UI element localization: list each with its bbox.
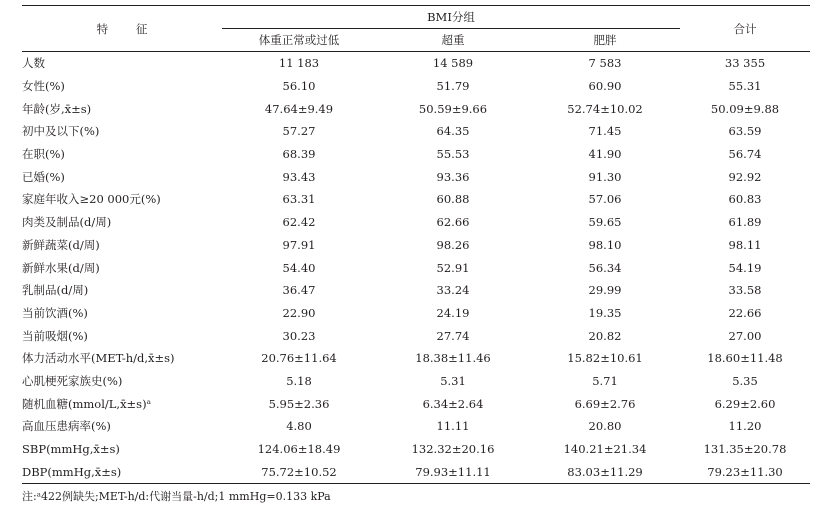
table-row bbox=[22, 392, 810, 415]
table-row bbox=[22, 97, 810, 120]
cell-normal: 47.64±9.49 bbox=[264, 101, 334, 116]
table-row bbox=[22, 211, 810, 234]
cell-overweight: 14 589 bbox=[432, 56, 474, 71]
table-row bbox=[22, 234, 810, 257]
cell-total: 27.00 bbox=[728, 328, 762, 343]
cell-total: 98.11 bbox=[728, 237, 762, 252]
row-label: 家庭年收入≥20 000元(%) bbox=[22, 192, 161, 207]
cell-overweight: 93.36 bbox=[436, 169, 470, 184]
cell-obese: 91.30 bbox=[588, 169, 622, 184]
header-total: 合计 bbox=[680, 6, 810, 52]
cell-normal: 63.31 bbox=[282, 192, 316, 207]
cell-normal: 97.91 bbox=[282, 237, 316, 252]
cell-normal: 124.06±18.49 bbox=[257, 442, 341, 457]
cell-total: 6.29±2.60 bbox=[714, 396, 776, 411]
row-label: 肉类及制品(d/周) bbox=[22, 215, 112, 230]
cell-overweight: 98.26 bbox=[436, 237, 470, 252]
cell-normal: 62.42 bbox=[282, 215, 316, 230]
header-group-obese: 肥胖 bbox=[530, 29, 680, 52]
row-label: 人数 bbox=[22, 56, 45, 71]
header-bmi-group: BMI分组 bbox=[222, 6, 680, 29]
table-row bbox=[22, 279, 810, 302]
table-row bbox=[22, 143, 810, 166]
row-label: 当前饮酒(%) bbox=[22, 305, 88, 320]
cell-overweight: 33.24 bbox=[436, 283, 470, 298]
cell-overweight: 79.93±11.11 bbox=[415, 464, 491, 479]
row-label: 新鲜蔬菜(d/周) bbox=[22, 237, 100, 252]
cell-normal: 57.27 bbox=[282, 124, 316, 139]
table-row bbox=[22, 165, 810, 188]
table-row bbox=[22, 370, 810, 393]
table-row bbox=[22, 347, 810, 370]
cell-obese: 29.99 bbox=[588, 283, 622, 298]
table-body bbox=[22, 52, 810, 484]
cell-overweight: 55.53 bbox=[436, 147, 470, 162]
cell-obese: 60.90 bbox=[588, 79, 622, 94]
cell-overweight: 6.34±2.64 bbox=[422, 396, 484, 411]
table-row bbox=[22, 256, 810, 279]
row-label: 在职(%) bbox=[22, 147, 65, 162]
row-label: 高血压患病率(%) bbox=[22, 419, 111, 434]
table-row bbox=[22, 302, 810, 325]
cell-obese: 57.06 bbox=[588, 192, 622, 207]
row-label: 年龄(岁,x̄±s) bbox=[22, 101, 92, 116]
table-row bbox=[22, 438, 810, 461]
cell-total: 60.83 bbox=[728, 192, 762, 207]
cell-total: 131.35±20.78 bbox=[703, 442, 787, 457]
cell-obese: 15.82±10.61 bbox=[567, 351, 643, 366]
cell-total: 61.89 bbox=[728, 215, 762, 230]
cell-total: 22.66 bbox=[728, 305, 762, 320]
row-label: DBP(mmHg,x̄±s) bbox=[22, 464, 122, 479]
header-feature: 特 征 bbox=[22, 6, 222, 52]
cell-normal: 5.18 bbox=[286, 373, 312, 388]
cell-total: 55.31 bbox=[728, 79, 762, 94]
cell-normal: 30.23 bbox=[282, 328, 316, 343]
cell-overweight: 132.32±20.16 bbox=[411, 442, 495, 457]
cell-obese: 56.34 bbox=[588, 260, 622, 275]
row-label: 新鲜水果(d/周) bbox=[22, 260, 100, 275]
table-row bbox=[22, 75, 810, 98]
cell-obese: 52.74±10.02 bbox=[567, 101, 643, 116]
cell-total: 33 355 bbox=[724, 56, 766, 71]
cell-overweight: 11.11 bbox=[436, 419, 470, 434]
document-table-container bbox=[22, 5, 810, 484]
cell-overweight: 50.59±9.66 bbox=[418, 101, 488, 116]
cell-total: 50.09±9.88 bbox=[710, 101, 780, 116]
cell-total: 79.23±11.30 bbox=[707, 464, 783, 479]
cell-normal: 11 183 bbox=[278, 56, 320, 71]
row-label: 心肌梗死家族史(%) bbox=[22, 373, 123, 388]
cell-obese: 20.82 bbox=[588, 328, 622, 343]
cell-obese: 59.65 bbox=[588, 215, 622, 230]
cell-obese: 20.80 bbox=[588, 419, 622, 434]
cell-obese: 83.03±11.29 bbox=[567, 464, 643, 479]
cell-total: 18.60±11.48 bbox=[707, 351, 783, 366]
cell-obese: 140.21±21.34 bbox=[563, 442, 647, 457]
cell-normal: 20.76±11.64 bbox=[261, 351, 337, 366]
cell-normal: 36.47 bbox=[282, 283, 316, 298]
header-group-overweight: 超重 bbox=[376, 29, 530, 52]
cell-total: 54.19 bbox=[728, 260, 762, 275]
cell-obese: 71.45 bbox=[588, 124, 622, 139]
cell-obese: 6.69±2.76 bbox=[574, 396, 636, 411]
header-group-normal: 体重正常或过低 bbox=[222, 29, 376, 52]
cell-overweight: 5.31 bbox=[440, 373, 466, 388]
table-row bbox=[22, 324, 810, 347]
cell-overweight: 52.91 bbox=[436, 260, 470, 275]
table-row bbox=[22, 120, 810, 143]
cell-total: 63.59 bbox=[728, 124, 762, 139]
row-label: 已婚(%) bbox=[22, 169, 65, 184]
row-label: 乳制品(d/周) bbox=[22, 283, 89, 298]
cell-normal: 5.95±2.36 bbox=[268, 396, 330, 411]
table-header bbox=[22, 6, 810, 52]
cell-obese: 98.10 bbox=[588, 237, 622, 252]
cell-normal: 54.40 bbox=[282, 260, 316, 275]
cell-overweight: 64.35 bbox=[436, 124, 470, 139]
table-row bbox=[22, 52, 810, 75]
cell-overweight: 27.74 bbox=[436, 328, 470, 343]
row-label: 女性(%) bbox=[22, 79, 65, 94]
row-label: SBP(mmHg,x̄±s) bbox=[22, 442, 120, 457]
cell-overweight: 60.88 bbox=[436, 192, 470, 207]
cell-normal: 68.39 bbox=[282, 147, 316, 162]
cell-obese: 7 583 bbox=[588, 56, 622, 71]
cell-obese: 5.71 bbox=[592, 373, 618, 388]
cell-normal: 93.43 bbox=[282, 169, 316, 184]
table-row bbox=[22, 188, 810, 211]
bmi-characteristics-table bbox=[22, 5, 810, 484]
table-row bbox=[22, 415, 810, 438]
row-label: 体力活动水平(MET-h/d,x̄±s) bbox=[22, 351, 175, 366]
cell-total: 33.58 bbox=[728, 283, 762, 298]
cell-total: 11.20 bbox=[728, 419, 762, 434]
cell-overweight: 18.38±11.46 bbox=[415, 351, 491, 366]
cell-normal: 22.90 bbox=[282, 305, 316, 320]
row-label: 初中及以下(%) bbox=[22, 124, 100, 139]
cell-normal: 56.10 bbox=[282, 79, 316, 94]
cell-total: 92.92 bbox=[728, 169, 762, 184]
cell-normal: 75.72±10.52 bbox=[261, 464, 337, 479]
row-label: 随机血糖(mmol/L,x̄±s)ᵃ bbox=[22, 396, 152, 411]
cell-obese: 19.35 bbox=[588, 305, 622, 320]
cell-total: 5.35 bbox=[732, 373, 758, 388]
cell-overweight: 62.66 bbox=[436, 215, 470, 230]
cell-overweight: 51.79 bbox=[436, 79, 470, 94]
cell-total: 56.74 bbox=[728, 147, 762, 162]
table-footnote: 注:ᵃ422例缺失;MET-h/d:代谢当量-h/d;1 mmHg=0.133 kPa bbox=[22, 490, 331, 503]
table-row bbox=[22, 460, 810, 483]
cell-overweight: 24.19 bbox=[436, 305, 470, 320]
cell-normal: 4.80 bbox=[286, 419, 312, 434]
row-label: 当前吸烟(%) bbox=[22, 328, 88, 343]
cell-obese: 41.90 bbox=[588, 147, 622, 162]
